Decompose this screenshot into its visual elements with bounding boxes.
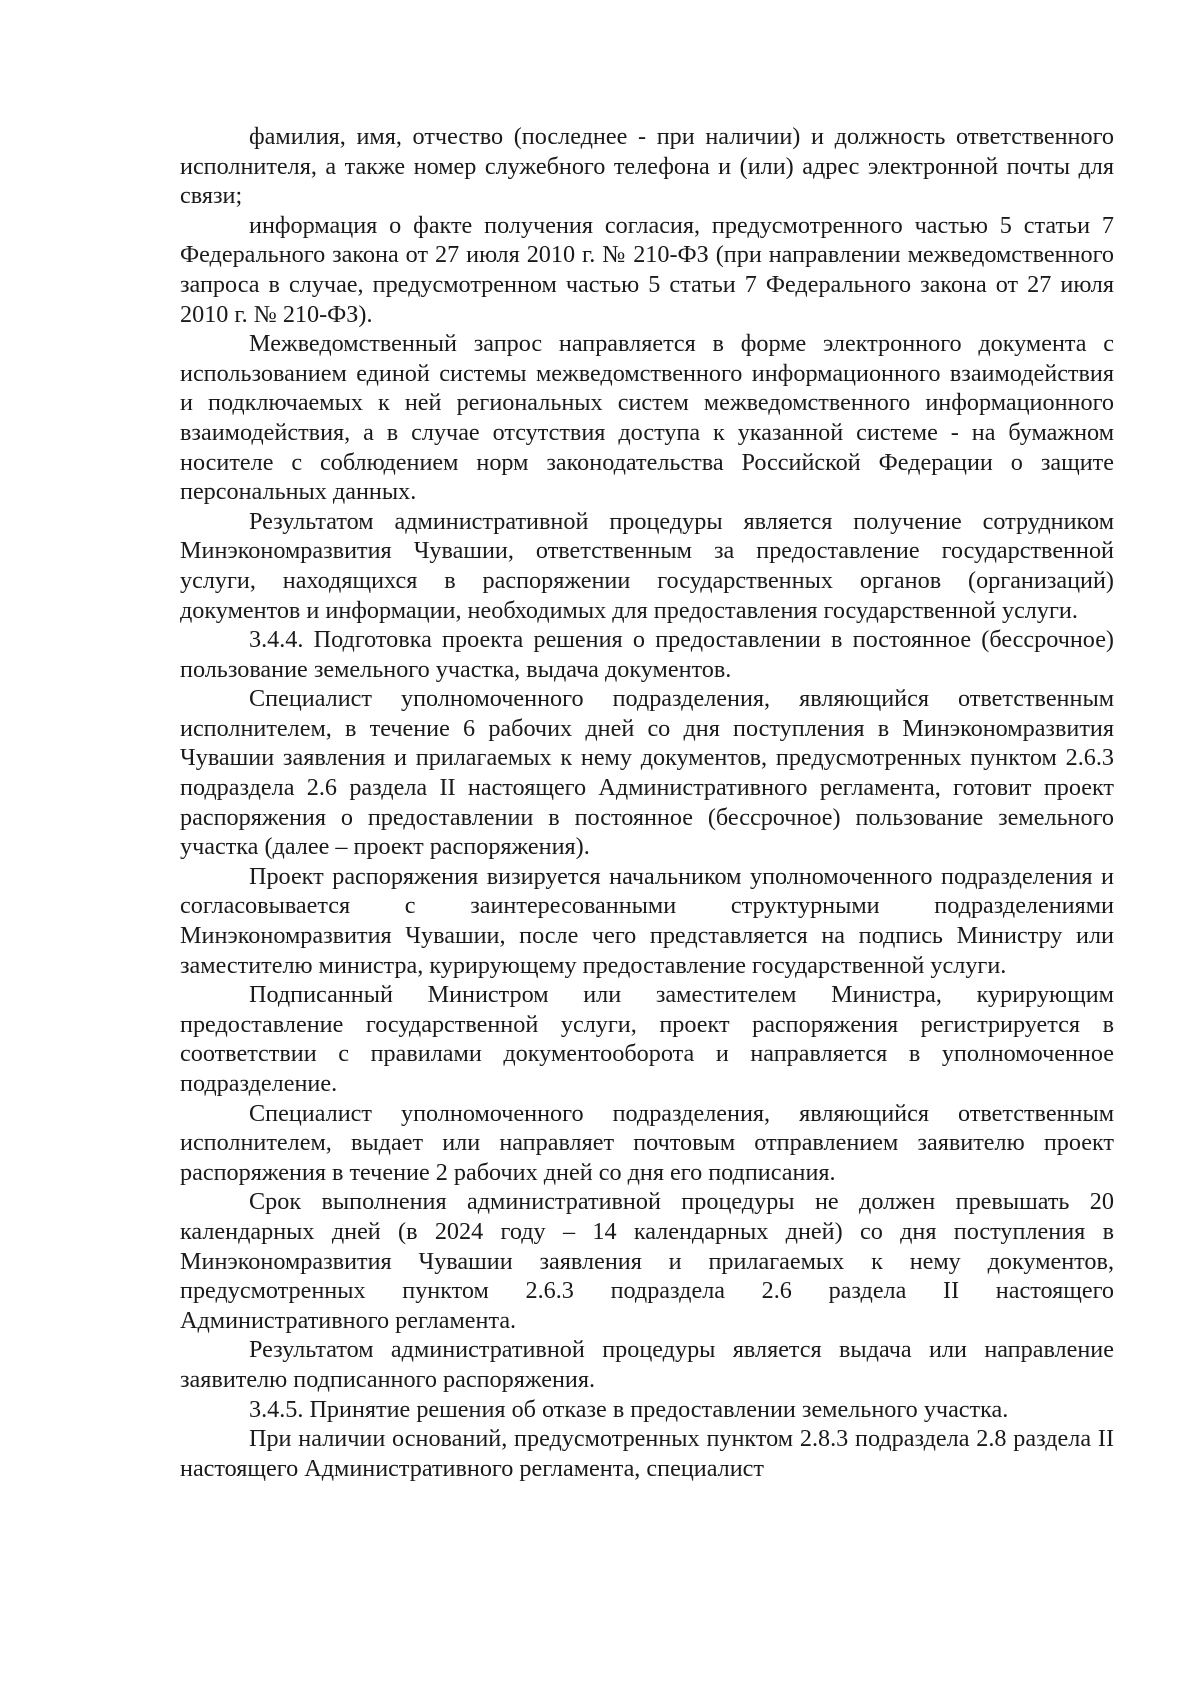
document-body [180,122,1114,1483]
section-heading-3-4-5: 3.4.5. Принятие решения об отказе в предоставлении земельного участка. [249,1395,1009,1423]
paragraph-procedure-outcome: Результатом административной процедуры является выдача или направление заявителю подписанного распоряжения. [180,1336,1114,1393]
paragraph-draft-approval: Проект распоряжения визируется начальником уполномоченного подразделения и согласовывается с заинтересованными структурными подразделениями Минэкономразвития Чувашии, после чего представляется на подпись Министру или заместителю министра, курирующему предоставление государственной услуги. [180,862,1114,979]
paragraph-issue-to-applicant: Специалист уполномоченного подразделения, являющийся ответственным исполнителем, выдает или направляет почтовым отправлением заявителю проект распоряжения в течение 2 рабочих дней со дня его подписания. [180,1099,1114,1186]
paragraph-signed-registration: Подписанный Министром или заместителем Министра, курирующим предоставление государственной услуги, проект распоряжения регистрируется в соответствии с правилами документооборота и направляется в уполномоченное подразделение. [180,981,1114,1097]
section-heading-3-4-4: 3.4.4. Подготовка проекта решения о предоставлении в постоянное (бессрочное) пользование земельного участка, выдача документов. [180,626,1114,683]
paragraph-procedure-result: Результатом административной процедуры является получение сотрудником Минэкономразвития Чувашии, ответственным за предоставление государственной услуги, находящихся в распоряжении государственных органов (организаций) документов и информации, необходимых для предоставления государственной услуги. [180,507,1114,624]
paragraph-interagency-request: Межведомственный запрос направляется в форме электронного документа с использованием единой системы межведомственного информационного взаимодействия и подключаемых к ней региональных систем межведомственного информационного взаимодействия, а в случае отсутствия доступа к указанной системе - на бумажном носителе с соблюдением норм законодательства Российской Федерации о защите персональных данных. [180,330,1114,506]
paragraph-consent-info: информация о факте получения согласия, предусмотренного частью 5 статьи 7 Федерального закона от 27 июля 2010 г. № 210-ФЗ (при направлении межведомственного запроса в случае, предусмотренном частью 5 статьи 7 Федерального закона от 27 июля 2010 г. № 210-ФЗ). [180,211,1114,328]
paragraph-responsible-contact: фамилия, имя, отчество (последнее - при наличии) и должность ответственного исполнителя, а также номер служебного телефона и (или) адрес электронной почты для связи; [180,123,1114,210]
paragraph-refusal-grounds: При наличии оснований, предусмотренных пунктом 2.8.3 подраздела 2.8 раздела II настоящего Административного регламента, специалист [180,1425,1114,1482]
paragraph-procedure-deadline: Срок выполнения административной процедуры не должен превышать 20 календарных дней (в 2024 году – 14 календарных дней) со дня поступления в Минэкономразвития Чувашии заявления и прилагаемых к нему документов, предусмотренных пунктом 2.6.3 подраздела 2.6 раздела II настоящего Административного регламента. [180,1188,1114,1334]
paragraph-specialist-prepares: Специалист уполномоченного подразделения, являющийся ответственным исполнителем, в течение 6 рабочих дней со дня поступления в Минэкономразвития Чувашии заявления и прилагаемых к нему документов, предусмотренных пунктом 2.6.3 подраздела 2.6 раздела II настоящего Административного регламента, готовит проект распоряжения о предоставлении в постоянное (бессрочное) пользование земельного участка (далее – проект распоряжения). [180,685,1114,861]
